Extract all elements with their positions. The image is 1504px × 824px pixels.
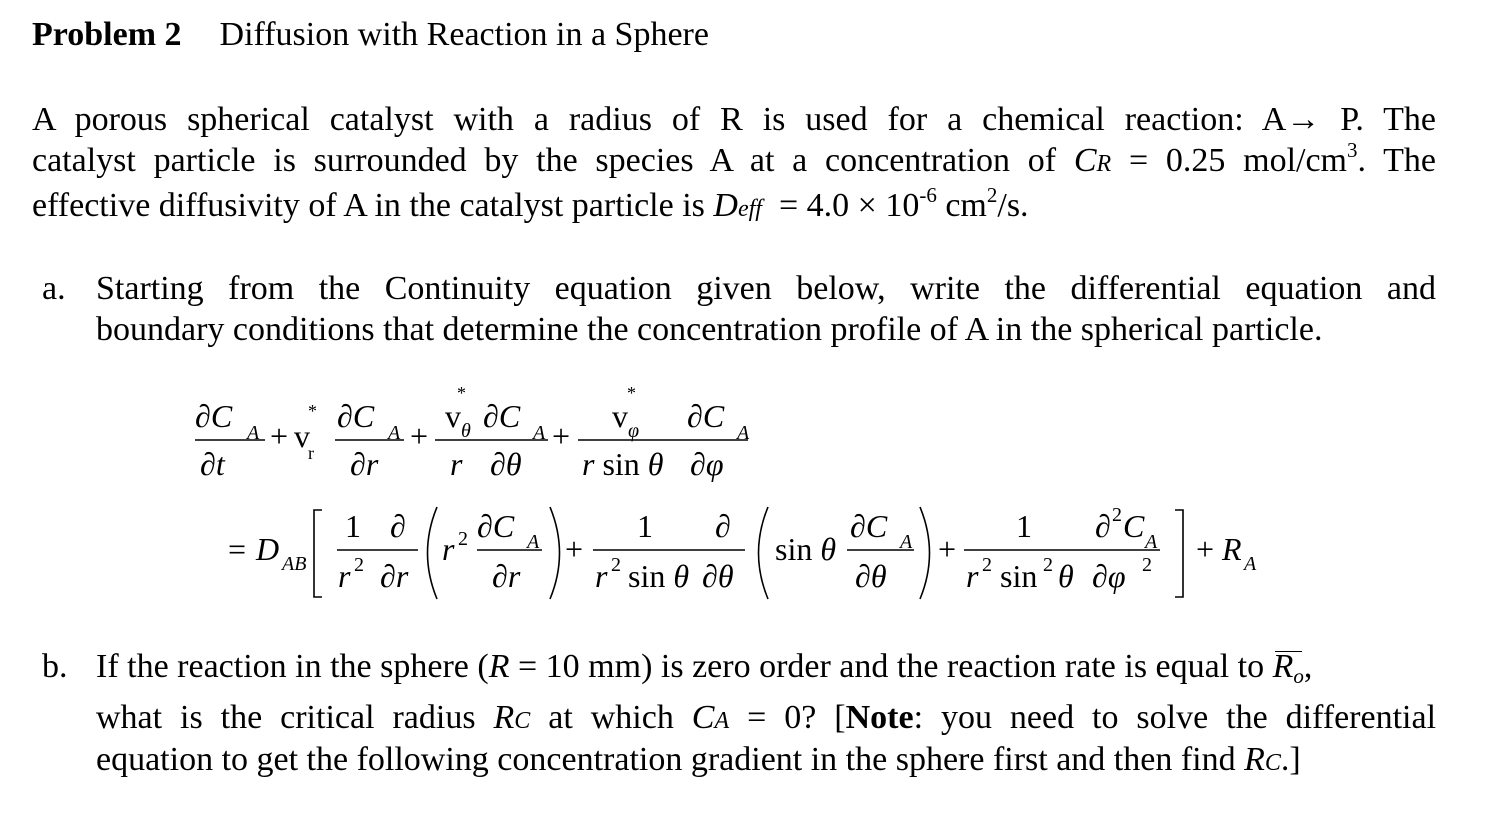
svg-text:+: + xyxy=(938,531,957,567)
part-a-marker: a. xyxy=(42,270,66,307)
svg-text:R: R xyxy=(1222,531,1242,567)
svg-text:A: A xyxy=(388,422,401,444)
svg-text:∂φ: ∂φ xyxy=(1092,558,1126,594)
svg-text:r: r xyxy=(595,558,608,594)
svg-text:A: A xyxy=(1145,531,1158,553)
svg-text:∂C: ∂C xyxy=(483,398,521,434)
intro-line-1: A porous spherical catalyst with a radius of R is used for a chemical reaction: A→ P. The xyxy=(32,101,1436,138)
part-b-line-2: what is the critical radius RC at which CA = 0? [Note: you need to solve the differential xyxy=(96,699,1437,736)
svg-text:+: + xyxy=(565,531,584,567)
svg-text:2: 2 xyxy=(458,528,468,550)
svg-text:∂t: ∂t xyxy=(200,446,225,482)
svg-text:∂: ∂ xyxy=(1095,508,1111,544)
svg-text:r: r xyxy=(450,446,463,482)
svg-text:∂: ∂ xyxy=(715,508,731,544)
svg-text:1: 1 xyxy=(345,508,361,544)
svg-text:2: 2 xyxy=(1142,554,1152,576)
svg-text:∂φ: ∂φ xyxy=(690,446,724,482)
svg-text:D: D xyxy=(256,531,280,567)
part-a-line-1: Starting from the Continuity equation given below, write the differential equation and xyxy=(96,270,1436,307)
svg-text:∂C: ∂C xyxy=(195,398,233,434)
problem-header xyxy=(32,15,709,55)
svg-text:∂: ∂ xyxy=(390,508,406,544)
r-o-bar-symbol: $R_o$ xyxy=(1272,648,1304,688)
svg-text:2: 2 xyxy=(1112,504,1122,526)
svg-text:A: A xyxy=(1244,553,1257,575)
svg-text:∂C: ∂C xyxy=(477,508,515,544)
svg-text:C: C xyxy=(1123,508,1145,544)
svg-text:A: A xyxy=(737,422,750,444)
svg-text:v: v xyxy=(612,398,628,434)
part-b-line-1: If the reaction in the sphere (R = 10 mm) is zero order and the reaction rate is equal to $R_o$, xyxy=(96,648,1313,688)
svg-text:∂C: ∂C xyxy=(850,508,888,544)
intro-line-2: catalyst particle is surrounded by the species A at a concentration of CR = 0.25 mol/$cm^3$. The xyxy=(32,138,1437,179)
svg-text:∂θ: ∂θ xyxy=(855,558,887,594)
svg-text:r sin θ: r sin θ xyxy=(582,446,664,482)
svg-text:∂C: ∂C xyxy=(687,398,725,434)
svg-text:sin θ: sin θ xyxy=(775,531,837,567)
svg-text:∂r: ∂r xyxy=(492,558,521,594)
svg-text:r: r xyxy=(338,558,351,594)
problem-label: Problem 2 xyxy=(32,16,182,53)
svg-text:1: 1 xyxy=(1016,508,1032,544)
svg-text:*: * xyxy=(457,385,466,403)
svg-text:*: * xyxy=(308,401,317,421)
part-a-line-2: boundary conditions that determine the concentration profile of A in the spherical particle. xyxy=(96,311,1323,348)
svg-text:sin θ: sin θ xyxy=(628,558,690,594)
svg-text:sin: sin xyxy=(1000,558,1038,594)
continuity-equation xyxy=(190,385,1490,625)
svg-text:2: 2 xyxy=(1043,554,1053,576)
svg-text:A: A xyxy=(533,422,546,444)
svg-text:A: A xyxy=(247,422,260,444)
svg-text:∂r: ∂r xyxy=(350,446,379,482)
svg-text:A: A xyxy=(900,531,913,553)
svg-text:=: = xyxy=(228,531,247,567)
svg-text:A: A xyxy=(527,531,540,553)
svg-text:+: + xyxy=(552,418,571,454)
svg-text:∂θ: ∂θ xyxy=(490,446,522,482)
svg-text:r: r xyxy=(966,558,979,594)
svg-text:r: r xyxy=(308,443,314,463)
svg-text:φ: φ xyxy=(628,420,640,442)
svg-text:v: v xyxy=(294,418,310,454)
svg-text:+: + xyxy=(1196,531,1215,567)
part-b-line-3: equation to get the following concentration gradient in the sphere first and then find RC.] xyxy=(96,741,1301,778)
svg-text:+: + xyxy=(270,418,289,454)
svg-text:2: 2 xyxy=(982,554,992,576)
svg-text:∂C: ∂C xyxy=(337,398,375,434)
svg-text:∂θ: ∂θ xyxy=(702,558,734,594)
svg-text:*: * xyxy=(627,385,636,403)
svg-text:∂r: ∂r xyxy=(380,558,409,594)
svg-text:r: r xyxy=(442,531,455,567)
intro-line-3: effective diffusivity of A in the catalyst particle is Deff = $4.0 \times 10^{-6}$ $cm^2/s$. xyxy=(32,183,1029,224)
svg-text:1: 1 xyxy=(637,508,653,544)
svg-text:AB: AB xyxy=(282,553,307,575)
svg-text:2: 2 xyxy=(611,554,621,576)
svg-text:θ: θ xyxy=(461,420,471,442)
part-b-marker: b. xyxy=(42,648,68,685)
svg-text:v: v xyxy=(445,398,461,434)
svg-text:2: 2 xyxy=(354,554,364,576)
svg-text:+: + xyxy=(410,418,429,454)
problem-title: Diffusion with Reaction in a Sphere xyxy=(219,16,709,53)
svg-text:θ: θ xyxy=(1058,558,1074,594)
